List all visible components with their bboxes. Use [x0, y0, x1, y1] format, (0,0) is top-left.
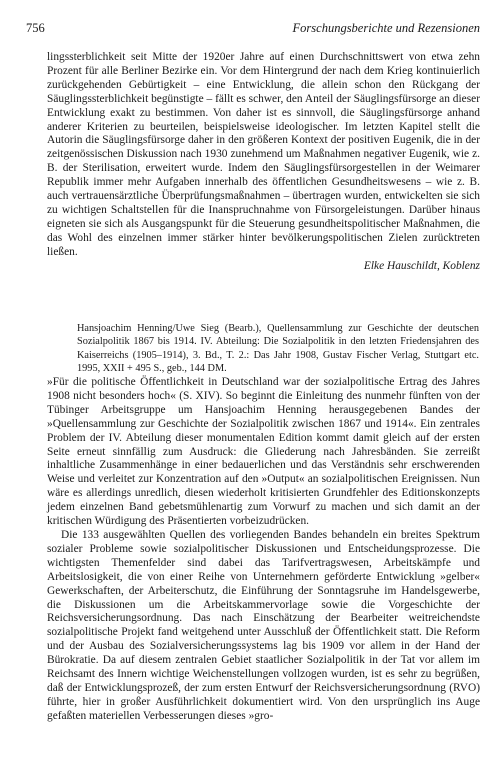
page-header	[26, 20, 480, 36]
review-continuation	[47, 51, 480, 274]
page-number: 756	[26, 21, 45, 35]
review-paragraph: lingssterblichkeit seit Mitte der 1920er Jahre auf einen Durchschnittswert von etwa zehn Prozent für alle Berliner Bezirke ein. Vor dem Hintergrund der nach dem Krieg kontinuierlich zurückgehenden Gebürtigkeit – eine Entwicklung, die allein schon den Rückgang der Säuglingssterblichkeit begünstigte – fällt es schwer, den Anteil der Säuglingsfürsorge an dieser Entwicklung exakt zu bestimmen. Von daher ist es sinnvoll, die Säuglingsfürsorge anhand anderer Kriterien zu beurteilen, beispielsweise ideologischer. Im letzten Kapitel stellt die Autorin die Säuglingsfürsorge daher in den größeren Kontext der positiven Eugenik, die in der zeitgenössischen Diskussion nach 1930 zunehmend um Maßnahmen negativer Eugenik, wie z. B. der Sterilisation, erweitert wurde. Indem den Säuglingsfürsorgestellen in der Weimarer Republik immer mehr Aufgaben innerhalb des öffentlichen Gesundheitswesens – wie z. B. auch vertrauensärztliche Überprüfungsmaßnahmen – übertragen wurden, entwickelten sie sich zu wichtigen Schaltstellen für die Inanspruchnahme von Fürsorgeleistungen. Darüber hinaus eigneten sie sich als Ausgangspunkt für die Steuerung gesundheitspolitischer Maßnahmen, die das Wohl des einzelnen immer stärker hinter bevölkerungspolitischen Zielen zurücktreten ließen.	[47, 51, 480, 258]
bibliographic-citation: Hansjoachim Henning/Uwe Sieg (Bearb.), Quellensammlung zur Geschichte der deutschen Sozialpolitik 1867 bis 1914. IV. Abteilung: Die Sozialpolitik in den letzten Friedensjahren des Kaiserreichs (1905–1914), 3. Bd., T. 2.: Das Jahr 1908, Gustav Fischer Verlag, Stuttgart etc. 1995, XXII + 495 S., geb., 144 DM.	[77, 323, 479, 375]
review-body	[47, 376, 480, 724]
running-head: Forschungsberichte und Rezensionen	[292, 21, 480, 35]
reviewer-signature: Elke Hauschildt, Koblenz	[363, 259, 480, 272]
review-paragraph-2: Die 133 ausgewählten Quellen des vorliegenden Bandes behandeln ein breites Spektrum sozialer Probleme sowie sozialpolitischer Diskussionen und Entscheidungsprozesse. Die wichtigsten Themenfelder sind dabei das Tarifvertragswesen, Arbeitskämpfe und Arbeitslosigkeit, die von einer Reihe von Unternehmern geförderte Entwicklung »gelber« Gewerkschaften, der Arbeiterschutz, die Einführung der Sonntagsruhe im Handelsgewerbe, die Diskussionen um die Arbeitskammervorlage sowie die Vorgeschichte der Reichsversicherungsordnung. Das nach Einschätzung der Bearbeiter weitreichendste sozialpolitische Projekt fand weitgehend unter Ausschluß der Öffentlichkeit statt. Die Reform und der Ausbau des Sozialversicherungssystems lag bis 1909 vor allem in der Hand der Bürokratie. Da auf diesem zentralen Gebiet staatlicher Sozialpolitik in der Tat vor allem im Reichsamt des Innern wichtige Weichenstellungen vollzogen wurden, ist es sehr zu begrüßen, daß der Entwicklungsprozeß, der zum ersten Entwurf der Reichsversicherungsordnung (RVO) führte, hier in großer Ausführlichkeit dokumentiert wird. Von den ursprünglich ins Auge gefaßten materiellen Verbesserungen dieses »gro-	[47, 528, 480, 722]
review-paragraph-1: »Für die politische Öffentlichkeit in Deutschland war der sozialpolitische Ertrag des Jahres 1908 nicht besonders hoch« (S. XIV). So beginnt die Einleitung des nunmehr fünften von der Tübinger Arbeitsgruppe um Hansjoachim Henning herausgegebenen Bandes der »Quellensammlung zur Geschichte der Sozialpolitik zwischen 1867 und 1914«. Ein zentrales Problem der IV. Abteilung dieser monumentalen Edition kommt damit gleich auf der ersten Seite erneut sinnfällig zum Ausdruck: die Gliederung nach Jahresbänden. Sie zerreißt inhaltliche Zusammenhänge in einer bedauerlichen und das Verständnis sehr erschwerenden Weise und verleitet zur Konzentration auf den »Output« an sozialpolitischen Ereignissen. Nun wäre es allerdings unredlich, diesen wiederholt kritisierten Grundfehler des Editionskonzepts jedem einzelnen Band gebetsmühlenartig zum Vorwurf zu machen und sich damit an der kritischen Würdigung des Präsentierten vorbeizudrücken.	[47, 376, 480, 528]
